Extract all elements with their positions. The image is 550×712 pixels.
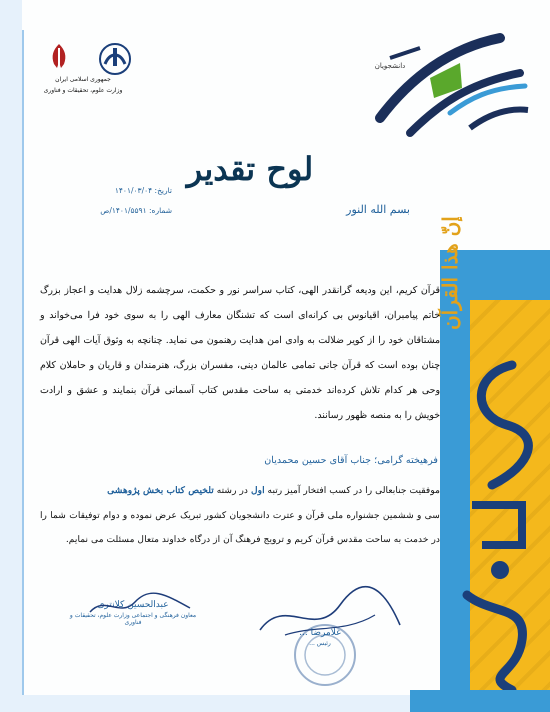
festival-label: دانشجویان xyxy=(374,62,406,70)
greeting xyxy=(230,455,438,466)
calligraphy-decoration xyxy=(452,355,544,695)
award-before: موفقیت جنابعالی را در کسب افتخار آمیز رتبه xyxy=(267,485,440,496)
signature-left-role: معاون فرهنگی و اجتماعی وزارت علوم، تحقیقات و فناوری xyxy=(69,612,197,626)
greeting-prefix: فرهیخته گرامی؛ xyxy=(374,455,438,466)
ministry-line-1: جمهوری اسلامی ایران xyxy=(55,76,111,83)
award-middle: در رشته xyxy=(216,485,249,496)
iran-emblem-icon xyxy=(48,42,70,70)
signature-right-name: غلامرضا ... xyxy=(299,628,341,638)
vertical-quran-text: إنّ هذا القرآن xyxy=(438,216,462,330)
decorative-band-bottom xyxy=(410,690,550,712)
signature-right-role: رئیس ... xyxy=(309,640,331,647)
recipient-name: جناب آقای حسین محمدیان xyxy=(264,455,372,466)
signature-right xyxy=(250,628,390,647)
date-field: تاریخ: ۱۴۰۱/۰۳/۰۴ xyxy=(114,186,172,195)
bismillah: بسم الله النور xyxy=(346,203,410,216)
award-rest: سی و ششمین جشنواره ملی قرآن و عترت دانشجویان کشور تبریک عرض نموده و دوام توفیقات شما را در خدمت به ساحت مقدس قرآن کریم و ترویج فرهنگ آن از درگاه خداوند متعال مسئلت می نمایم. xyxy=(40,510,440,545)
signature-left-name: عبدالحسین کلانتری xyxy=(97,600,169,610)
signature-left-scrawl xyxy=(85,590,195,620)
award-field: تلخیص کتاب بخش پژوهشی xyxy=(107,485,214,496)
left-frame-line xyxy=(22,30,24,710)
page-title: لوح تقدیر xyxy=(186,150,314,188)
number-field: شماره: ۱۴۰۱/۵۵۹۱/ص xyxy=(100,206,172,215)
festival-logo xyxy=(350,18,530,148)
award-line xyxy=(40,479,440,503)
vertical-quran-calligraphy xyxy=(438,210,468,330)
ministry-logo-icon xyxy=(96,42,134,76)
body-paragraph: قرآن کریم، این ودیعه گرانقدر الهی، کتاب سراسر نور و حکمت، سرچشمه زلال هدایت و اعجاز بزرگ خاتم پیامبران، اقیانوس بی کرانه‌ای است که تشنگان معارف الهی را به سوی خود فرا می‌خواند و مشتاقان خود را از کویر ضلالت به وادی امن هدایت رهنمون می نماید. چنانچه به وثوق آیات الهی قرآن چنان بوده است که قرآن جانی تمامی عالمان دینی، مفسران بزرگ، هنرمندان و قاریان و حاملان کلام وحی هر کدام تلاش کرده‌اند خدمتی به ساحت مقدس کتاب آسمانی قرآن بنمایند و عشق و ارادت خویش را به منصه ظهور رسانند. xyxy=(40,285,440,421)
ministry-line-2: وزارت علوم، تحقیقات و فناوری xyxy=(43,87,123,94)
award-rank: اول xyxy=(250,485,265,496)
left-frame xyxy=(0,0,22,712)
